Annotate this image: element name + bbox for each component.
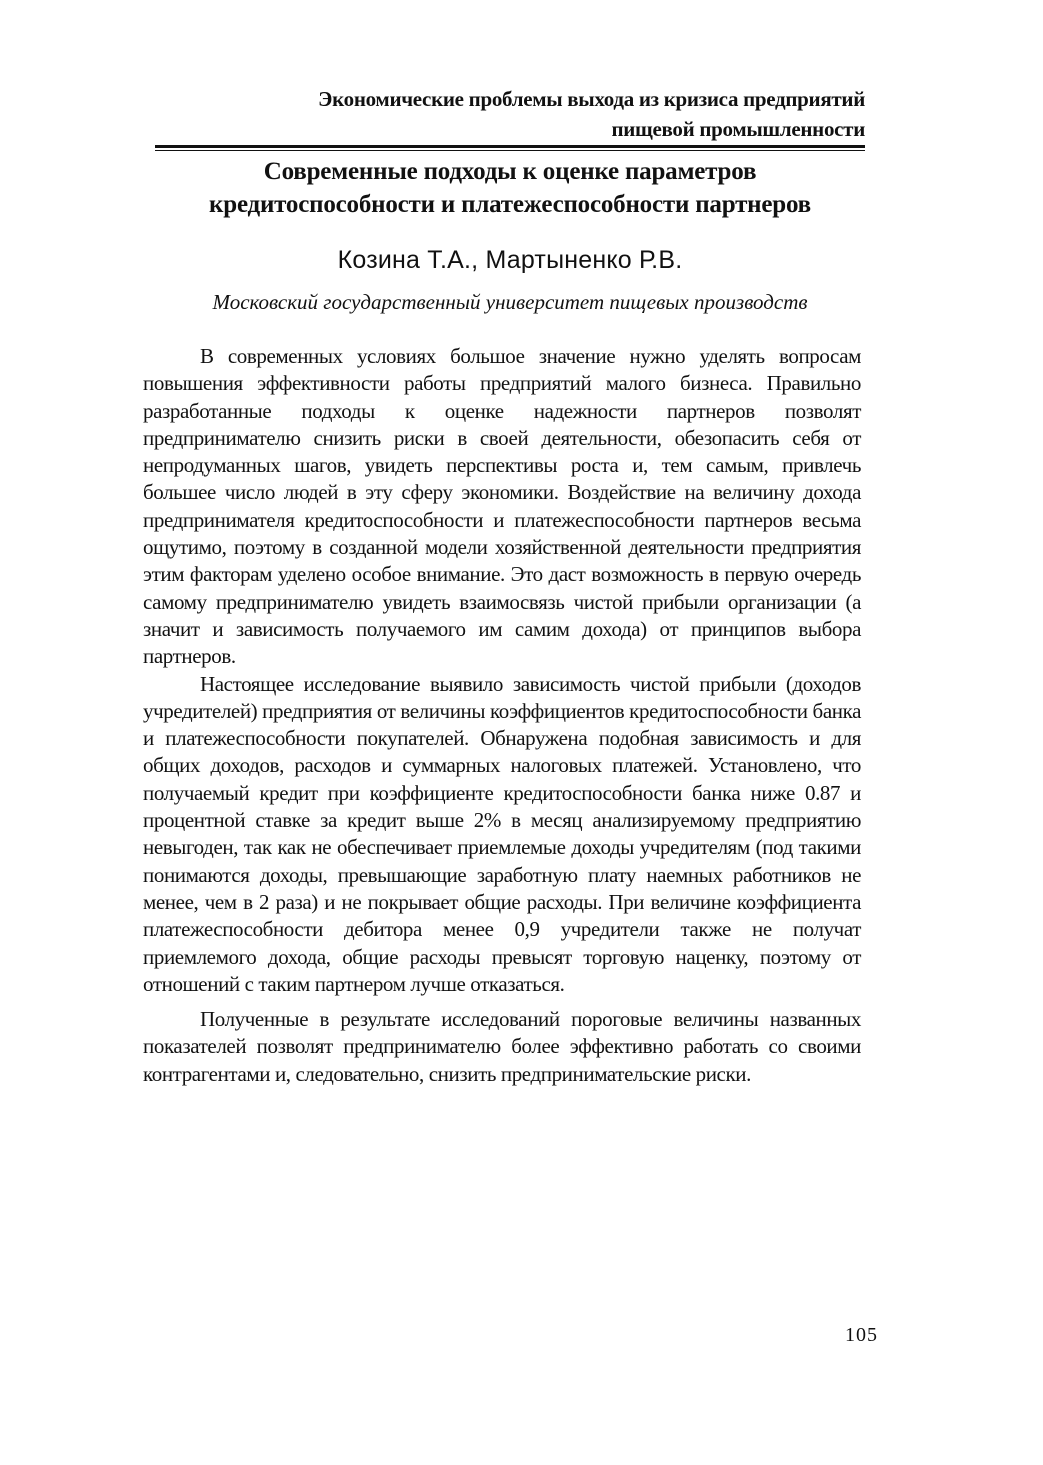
header-rule — [155, 145, 865, 148]
page-number: 105 — [845, 1324, 878, 1346]
header-rule-thin — [155, 150, 865, 151]
running-header-line-1: Экономические проблемы выхода из кризиса предприятий — [318, 87, 865, 111]
paragraph-3: Полученные в результате исследований пороговые величины названных показателей позволят предпринимателю более эффективно работать со своими контрагентами и, следовательно, снизить предпринимательские риски. — [143, 1007, 861, 1086]
affiliation: Московский государственный университет пищевых производств — [212, 290, 808, 314]
paragraph-1: В современных условиях большое значение нужно уделять вопросам повышения эффективности работы предприятий малого бизнеса. Правильно разработанные подходы к оценке надежности партнеров позволят предпринимателю снизить риски в своей деятельности, обезопасить себя от непродуманных шагов, увидеть перспективы роста и, тем самым, привлечь большее число людей в эту сферу экономики. Воздействие на величину дохода предпринимателя кредитоспособности и платежеспособности партнеров весьма ощутимо, поэтому в созданной модели хозяйственной деятельности предприятия этим факторам уделено особое внимание. Это даст возможность в первую очередь самому предпринимателю увидеть взаимосвязь чистой прибыли организации (а значит и зависимость получаемого им самим дохода) от принципов выбора партнеров. — [143, 344, 861, 669]
article-title-line-2: кредитоспособности и платежеспособности партнеров — [209, 191, 811, 218]
authors: Козина Т.А., Мартыненко Р.В. — [337, 246, 683, 274]
article-title-line-1: Современные подходы к оценке параметров — [263, 158, 757, 185]
running-header — [240, 84, 865, 144]
paragraph-2: Настоящее исследование выявило зависимость чистой прибыли (доходов учредителей) предприятия от величины коэффициентов кредитоспособности банка и платежеспособности покупателей. Обнаружена подобная зависимость и для общих доходов, расходов и суммарных налоговых платежей. Установлено, что получаемый кредит при коэффициенте кредитоспособности банка ниже 0.87 и процентной ставке за кредит выше 2% в месяц анализируемому предприятию невыгоден, так как не обеспечивает приемлемые доходы учредителям (под такими понимаются доходы, превышающие заработную плату наемных работников не менее, чем в 2 раза) и не покрывает общие расходы. При величине коэффициента платежеспособности дебитора менее 0,9 учредители также не получат приемлемого дохода, общие расходы превысят торговую наценку, поэтому от отношений с таким партнером лучше отказаться. — [143, 671, 861, 996]
article-body — [143, 343, 861, 1088]
running-header-line-2: пищевой промышленности — [611, 117, 865, 141]
article-title — [150, 155, 870, 221]
